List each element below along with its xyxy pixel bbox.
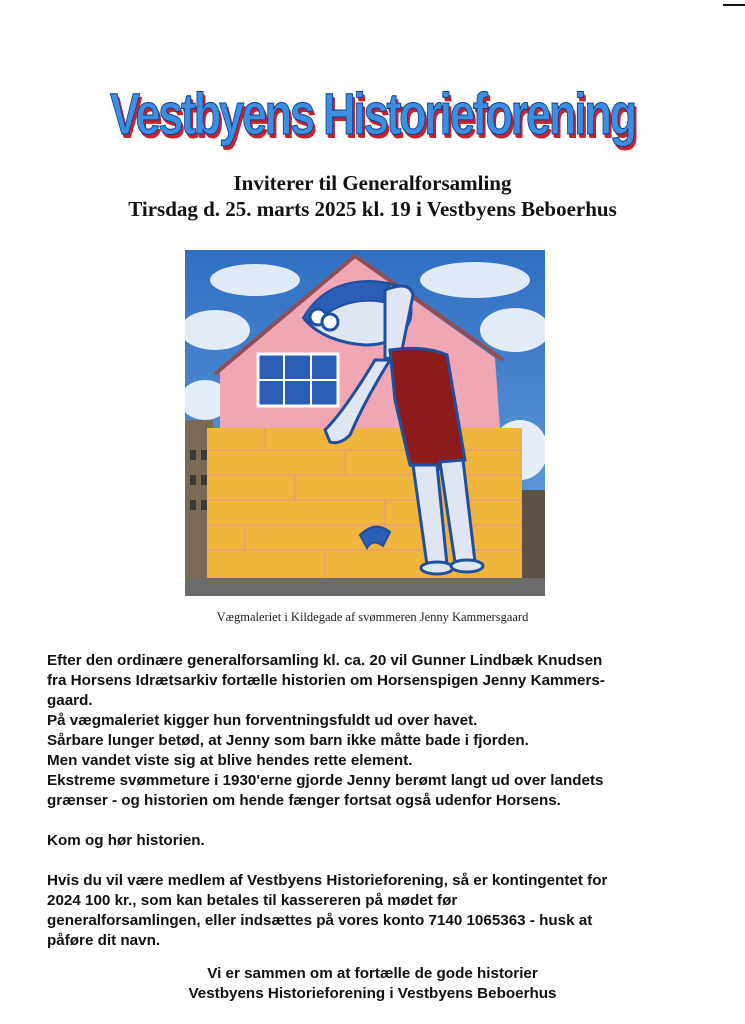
- membership-line: Hvis du vil være medlem af Vestbyens Historieforening, så er kontingentet for: [47, 872, 608, 889]
- body-line: Sårbare lunger betød, at Jenny som barn ikke måtte bade i fjorden.: [47, 732, 529, 749]
- body-line: Men vandet viste sig at blive hendes rette element.: [47, 752, 413, 769]
- body-line: gaard.: [47, 692, 93, 709]
- closing-note: [0, 964, 745, 1004]
- closing-line: Vi er sammen om at fortælle de gode historier: [207, 965, 538, 982]
- closing-signature: Vestbyens Historieforening i Vestbyens Beboerhus: [188, 985, 557, 1002]
- membership-line: påføre dit navn.: [47, 932, 161, 949]
- call-to-action: Kom og hør historien.: [47, 832, 205, 849]
- meeting-date-line: Tirsdag d. 25. marts 2025 kl. 19 i Vestbyens Beboerhus: [128, 197, 617, 221]
- mural-illustration: [185, 250, 545, 596]
- body-line: grænser - og historien om hende fænger fortsat også udenfor Horsens.: [47, 792, 561, 809]
- membership-line: 2024 100 kr., som kan betales til kassereren på mødet før: [47, 892, 458, 909]
- body-line: På vægmaleriet kigger hun forventningsfuldt ud over havet.: [47, 712, 478, 729]
- invitation-line: Inviterer til Generalforsamling: [233, 171, 512, 195]
- body-line: fra Horsens Idrætsarkiv fortælle historien om Horsenspigen Jenny Kammers-: [47, 672, 605, 689]
- scan-mark: [723, 4, 745, 6]
- invitation-heading: [0, 170, 745, 222]
- invitation-body: [47, 651, 712, 951]
- photo-caption: Vægmaleriet i Kildegade af svømmeren Jenny Kammersgaard: [216, 610, 529, 624]
- membership-line: generalforsamlingen, eller indsættes på vores konto 7140 1065363 - husk at: [47, 912, 593, 929]
- body-line: Efter den ordinære generalforsamling kl. ca. 20 vil Gunner Lindbæk Knudsen: [47, 652, 603, 669]
- page-title: Vestbyens Historieforening: [110, 82, 635, 147]
- mural-photo: [185, 250, 545, 596]
- body-line: Ekstreme svømmeture i 1930'erne gjorde Jenny berømt langt ud over landets: [47, 772, 604, 789]
